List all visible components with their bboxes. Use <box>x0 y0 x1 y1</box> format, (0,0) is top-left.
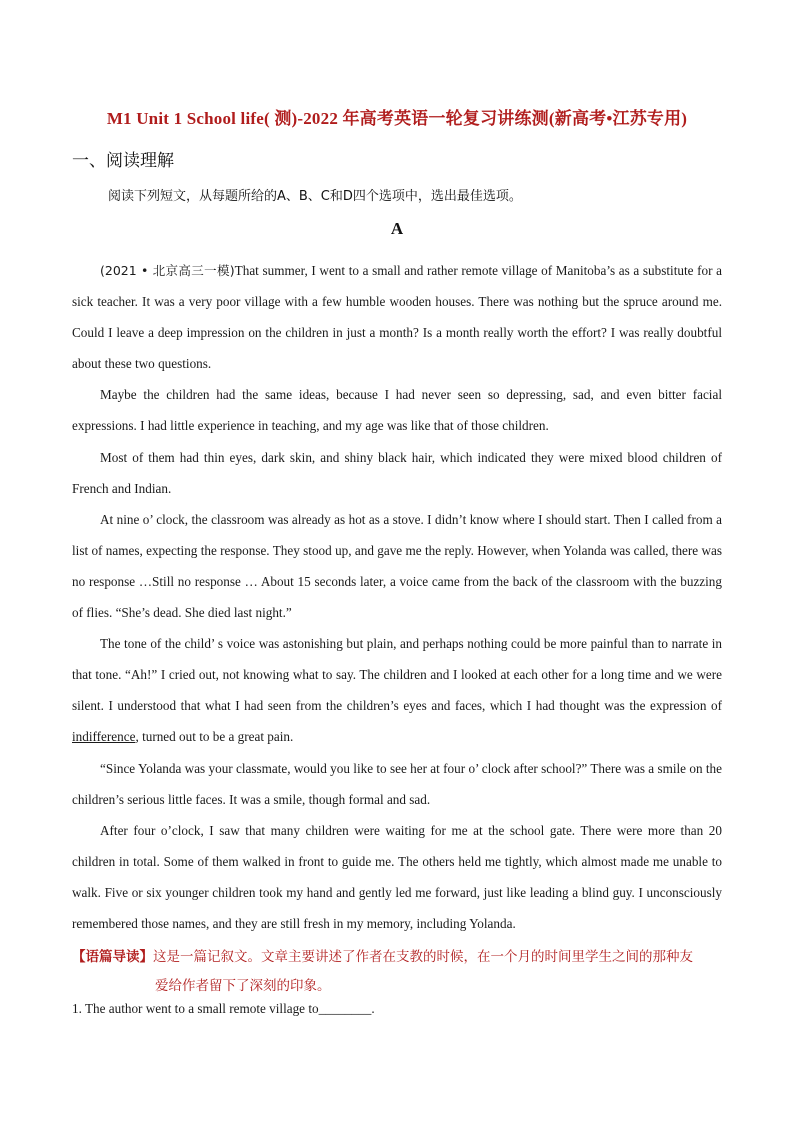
guide-line-2: 爱给作者留下了深刻的印象。 <box>155 978 331 994</box>
underlined-word: indifference <box>72 729 136 745</box>
passage-body <box>72 255 722 939</box>
paragraph-7: After four o’clock, I saw that many children were waiting for me at the school gate. There were more than 20 children in total. Some of them walked in front to guide me. The others held me tightly, which almost made me unable to walk. Five or six younger children took my hand and gently led me forward, just like leading a blind guy. I unconsciously remembered those names, and they are still fresh in my memory, including Yolanda. <box>72 822 722 931</box>
paragraph-5-text-a: The tone of the child’ s voice was astonishing but plain, and perhaps nothing could be more painful than to narrate in that tone. “Ah!” I cried out, not knowing what to say. The children and I looked at each other for a long time and we were silent. I understood that what I had seen from the children’s eyes and faces, which I had thought was the expression of <box>72 636 722 714</box>
paragraph-5-text-b: , turned out to be a great pain. <box>135 729 294 745</box>
paragraph-3: Most of them had thin eyes, dark skin, and shiny black hair, which indicated they were mixed blood children of French and Indian. <box>72 449 722 496</box>
passage-source: (2021 • 北京高三一模) <box>100 263 235 278</box>
paragraph-1-text: That summer, I went to a small and rather remote village of Manitoba’s as a substitute for a sick teacher. It was a very poor village with a few humble wooden houses. There was nothing but the spruce around me. Could I leave a deep impression on the children in just a month? Is a month really worth the effort? I was really doubtful about these two questions. <box>72 263 722 372</box>
page-title: M1 Unit 1 School life( 测)-2022 年高考英语一轮复习讲练测(新高考•江苏专用) <box>106 109 688 128</box>
guide-tag: 【语篇导读】 <box>72 949 153 965</box>
paragraph-1 <box>72 255 722 379</box>
guide-line-1 <box>72 943 732 972</box>
reading-guide <box>72 943 732 1001</box>
section-heading: 一、阅读理解 <box>72 151 174 171</box>
instruction-text: 阅读下列短文，从每题所给的A、B、C和D四个选项中，选出最佳选项。 <box>108 189 522 204</box>
paragraph-4: At nine o’ clock, the classroom was already as hot as a stove. I didn’t know where I should start. Then I called from a list of names, expecting the response. They stood up, and gave me the reply. However, when Yolanda was called, there was no response …Still no response … About 15 seconds later, a voice came from the back of the classroom with the buzzing of flies. “She’s dead. She died last night.” <box>72 511 722 621</box>
guide-text-1: 这是一篇记叙文。文章主要讲述了作者在支教的时候，在一个月的时间里学生之间的那种友 <box>153 949 693 965</box>
question-1: 1. The author went to a small remote village to________. <box>72 1001 375 1016</box>
paragraph-5 <box>72 628 722 752</box>
paragraph-6: “Since Yolanda was your classmate, would you like to see her at four o’ clock after school?” There was a smile on the children’s serious little faces. It was a smile, though formal and sad. <box>72 760 722 807</box>
passage-label: A <box>390 219 404 238</box>
paragraph-2: Maybe the children had the same ideas, because I had never seen so depressing, sad, and even bitter facial expressions. I had little experience in teaching, and my age was like that of those children. <box>72 387 722 434</box>
